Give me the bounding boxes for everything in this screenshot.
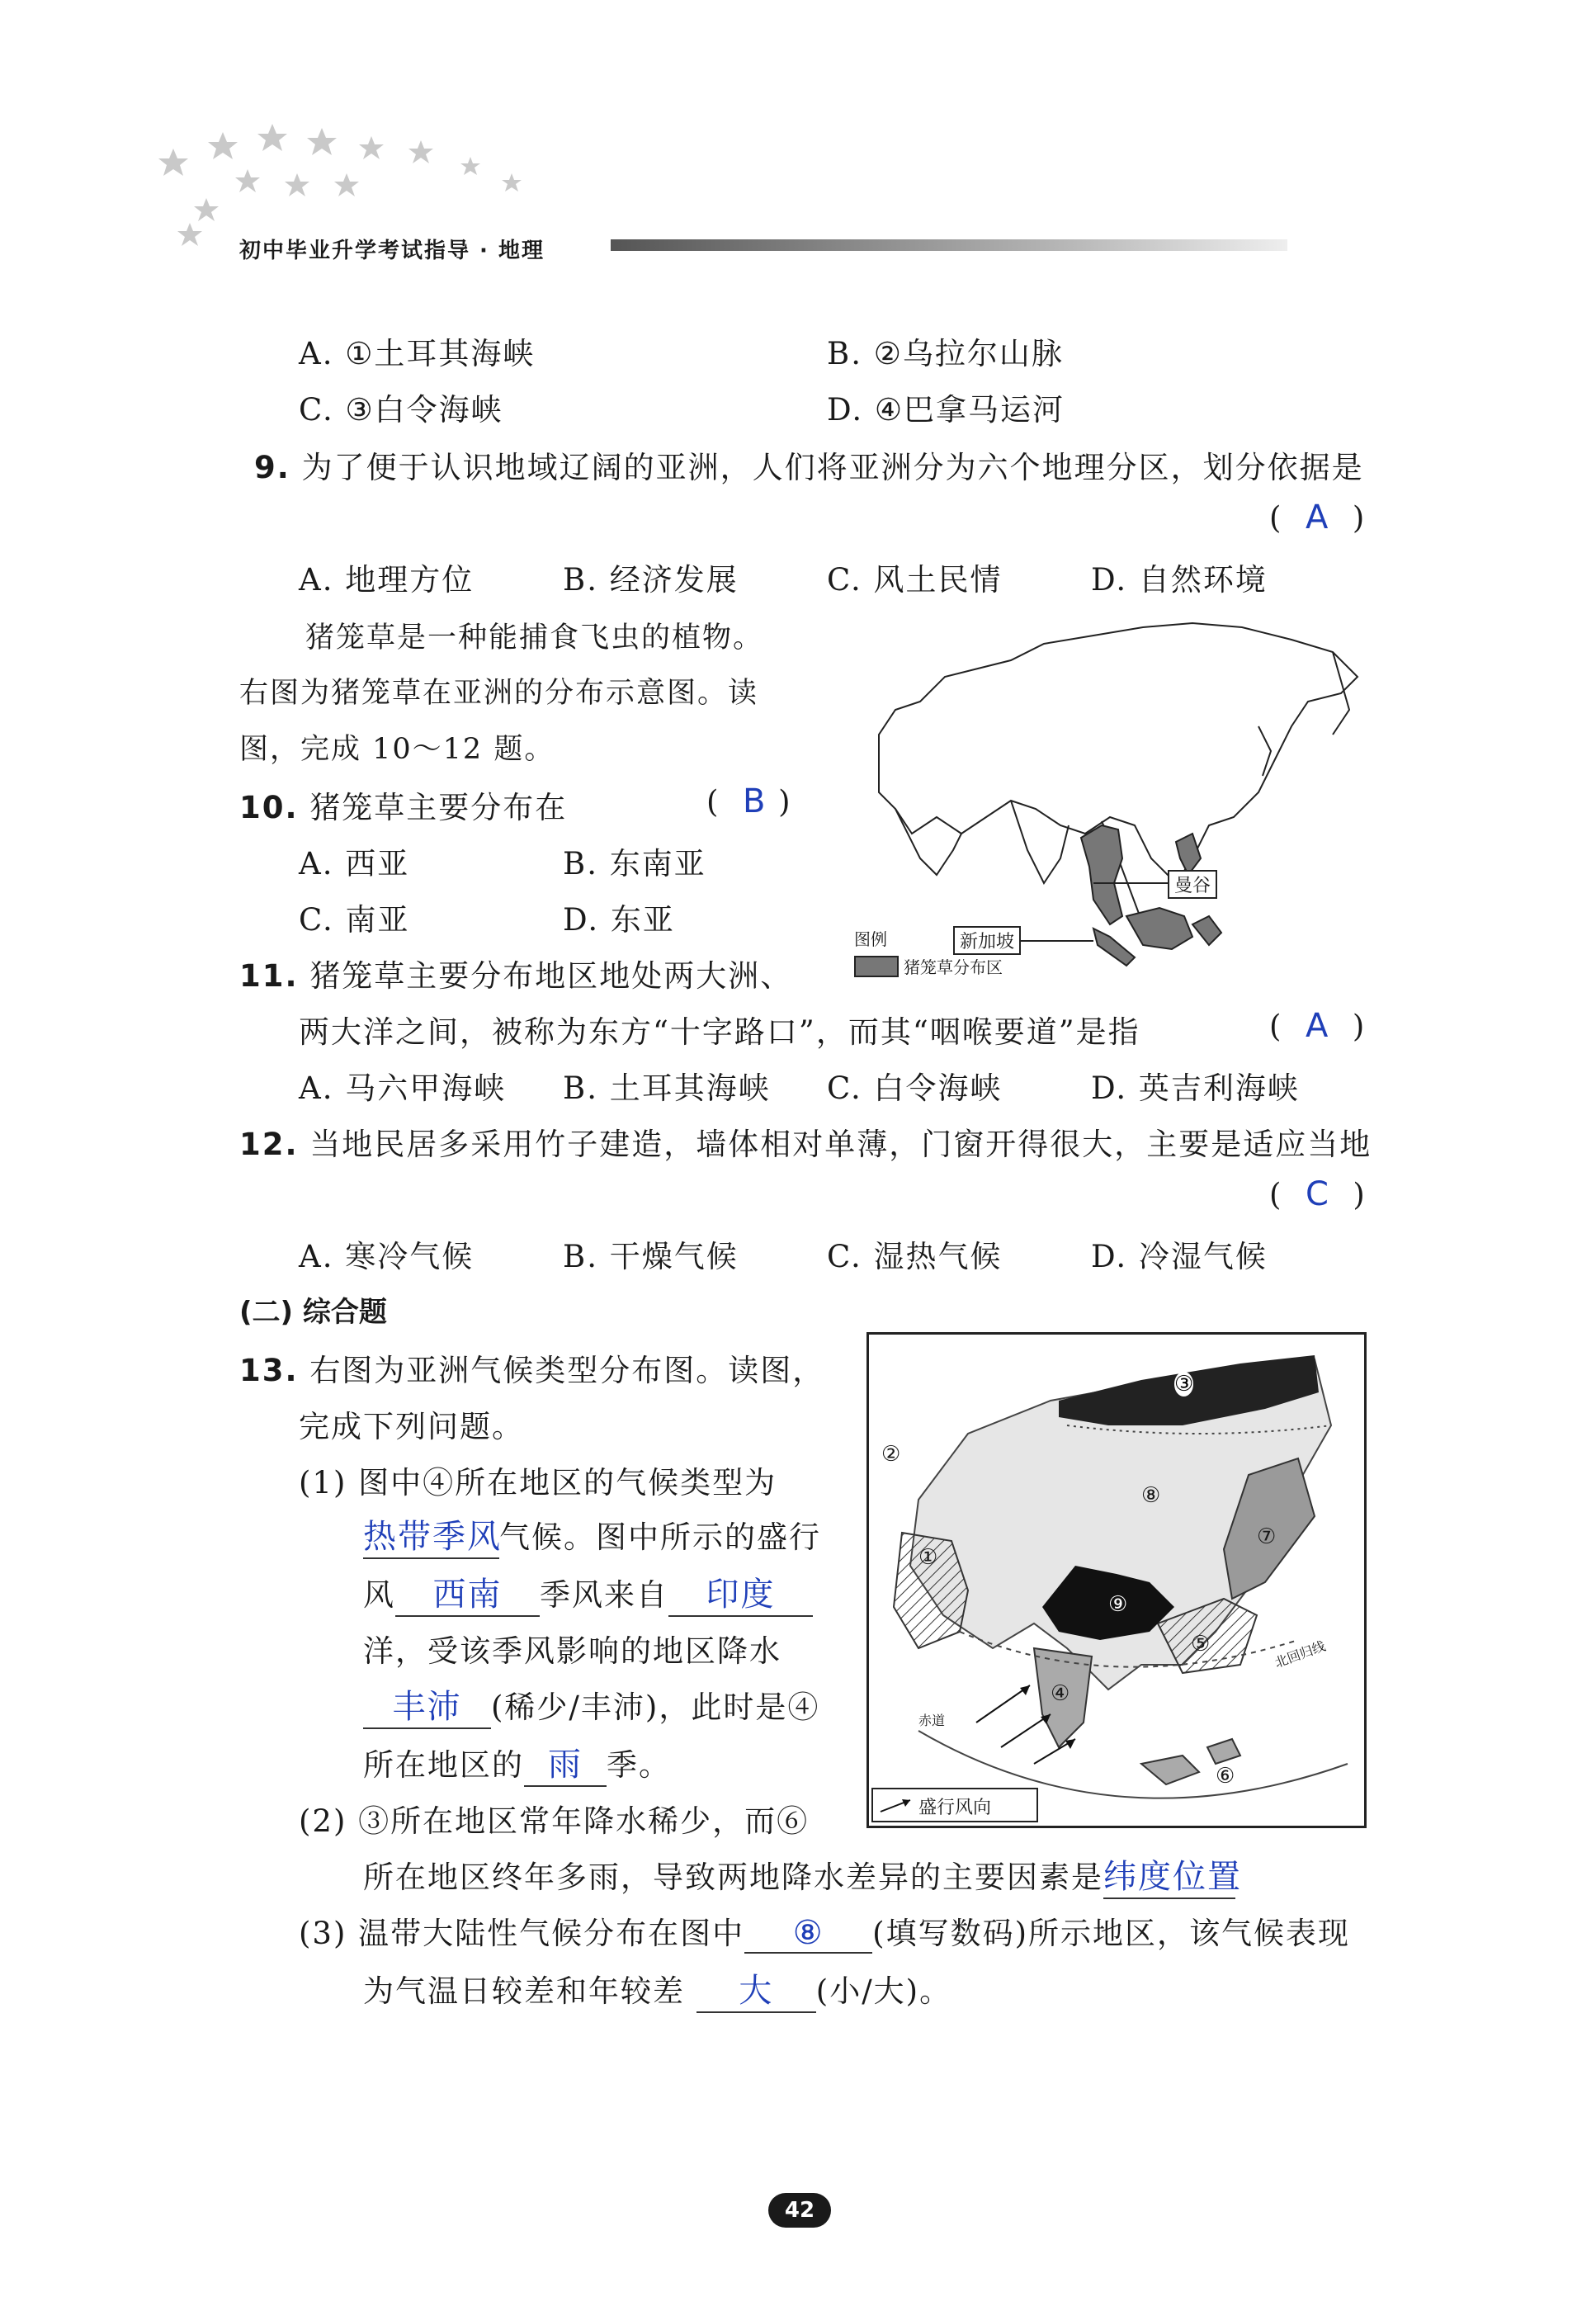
q9-answer: A: [1305, 499, 1330, 536]
q13-part3-text-b: (填写数码)所示地区，该气候表现: [872, 1916, 1351, 1951]
q8-option-a: A. ①土耳其海峡: [299, 336, 536, 371]
tropic-label: 北回归线: [1273, 1638, 1328, 1671]
map1-label-singapore: 新加坡: [953, 926, 1021, 955]
pitcher-plant-map: [846, 611, 1366, 990]
q13-part2-line2: [363, 1850, 1242, 1899]
climate-label-4: ④: [1051, 1681, 1070, 1706]
q11-number: 11.: [239, 958, 299, 994]
q13-part1-line4: 洋，受该季风影响的地区降水: [363, 1633, 781, 1669]
climate-map: [866, 1332, 1367, 1828]
q13-number: 13.: [239, 1353, 299, 1388]
q13-stem-2: 完成下列问题。: [299, 1409, 524, 1444]
climate-label-9: ⑨: [1108, 1592, 1128, 1617]
page-number: 42: [768, 2193, 831, 2228]
q11-option-d: D. 英吉利海峡: [1091, 1070, 1300, 1106]
climate-label-6: ⑥: [1216, 1764, 1235, 1789]
climate-label-3: ③: [1174, 1372, 1194, 1397]
q13-part1-line3: [363, 1568, 813, 1617]
q13-part1-text-h: 季。: [607, 1747, 671, 1783]
stars-decoration: [157, 107, 553, 248]
q9-option-a: A. 地理方位: [299, 562, 475, 598]
q12-option-a: A. 寒冷气候: [299, 1239, 475, 1274]
q11-text-1: 猪笼草主要分布地区地处两大洲、: [309, 958, 793, 994]
map1-legend-item: 猪笼草分布区: [904, 957, 1003, 977]
q13-answer-precip: 丰沛: [363, 1680, 491, 1729]
q8-option-d: D. ④巴拿马运河: [827, 392, 1065, 428]
q11-stem-1: [239, 951, 792, 995]
q9-answer-bracket: ( A ): [1269, 499, 1367, 536]
asia-outline-map: [846, 611, 1366, 990]
q13-part3-text-c: 为气温日较差和年较差: [363, 1973, 685, 2009]
intro-line-1: 猪笼草是一种能捕食飞虫的植物。: [305, 621, 764, 655]
q9-option-d: D. 自然环境: [1091, 562, 1268, 598]
section-title: (二) 综合题: [239, 1296, 387, 1329]
q10-option-d: D. 东亚: [563, 902, 675, 938]
q13-part1-line6: [363, 1738, 671, 1787]
q13-part3-text-a: (3) 温带大陆性气候分布在图中: [299, 1916, 745, 1951]
map1-legend-title: 图例: [854, 929, 887, 949]
q13-part1-text-c: 风: [363, 1577, 395, 1613]
q12-stem: [239, 1119, 1372, 1164]
q11-option-a: A. 马六甲海峡: [299, 1070, 507, 1106]
q11-stem-2: 两大洋之间，被称为东方“十字路口”，而其“咽喉要道”是指: [299, 1014, 1140, 1050]
q10-option-a: A. 西亚: [299, 846, 410, 881]
distribution-area-sumatra: [1093, 929, 1135, 966]
q13-part3-text-d: (小/大)。: [815, 1973, 952, 2009]
q10-answer-bracket: ( B ): [706, 782, 792, 820]
q8-option-c: C. ③白令海峡: [299, 392, 503, 428]
header-title: 初中毕业升学考试指导 · 地理: [239, 239, 545, 263]
q11-option-c: C. 白令海峡: [827, 1070, 1003, 1106]
q10-answer: B: [742, 782, 767, 820]
q10-option-b: B. 东南亚: [563, 846, 706, 881]
q10-stem: [239, 782, 567, 827]
q13-part1-text-g: 所在地区的: [363, 1747, 524, 1783]
map1-legend-swatch: [854, 956, 899, 977]
q13-answer-region: ⑧: [744, 1914, 872, 1954]
q11-answer-bracket: ( A ): [1269, 1007, 1367, 1045]
q13-part1-text-d: 季风来自: [540, 1577, 668, 1613]
q12-option-c: C. 湿热气候: [827, 1239, 1003, 1274]
q11-option-b: B. 土耳其海峡: [563, 1070, 771, 1106]
distribution-area-borneo: [1126, 908, 1192, 949]
q13-answer-season: 雨: [524, 1738, 607, 1787]
equator-label: 赤道: [918, 1713, 946, 1728]
q12-answer: C: [1305, 1175, 1330, 1213]
q12-option-b: B. 干燥气候: [563, 1239, 739, 1274]
q8-option-b: B. ②乌拉尔山脉: [827, 336, 1064, 371]
q12-option-d: D. 冷湿气候: [1091, 1239, 1268, 1274]
q13-answer-climate: 热带季风: [363, 1510, 499, 1559]
q13-answer-wind: 西南: [395, 1568, 540, 1617]
q13-part1-text-f: (稀少/丰沛)，此时是④: [491, 1690, 820, 1725]
q13-part3-line2: [363, 1964, 951, 2013]
q10-number: 10.: [239, 790, 299, 825]
map1-label-bangkok: 曼谷: [1168, 870, 1217, 899]
q13-part3-line1: [299, 1908, 1350, 1954]
intro-line-3: 图，完成 10～12 题。: [239, 733, 555, 766]
q12-text: 当地民居多采用竹子建造，墙体相对单薄，门窗开得很大，主要是适应当地: [309, 1127, 1372, 1162]
q13-answer-range: 大: [696, 1964, 816, 2013]
q13-part1-line2: [363, 1510, 821, 1559]
q9-option-b: B. 经济发展: [563, 562, 739, 598]
climate-label-8: ⑧: [1141, 1483, 1161, 1508]
intro-line-2: 右图为猪笼草在亚洲的分布示意图。读: [239, 677, 759, 710]
header-rule: [611, 239, 1287, 251]
climate-label-1: ①: [918, 1545, 938, 1570]
q9-stem: [254, 442, 1364, 487]
distribution-area-indochina: [1081, 825, 1122, 924]
q9-text: 为了便于认识地域辽阔的亚洲，人们将亚洲分为六个地理分区，划分依据是: [301, 450, 1364, 485]
q9-number: 9.: [254, 450, 290, 485]
q10-text: 猪笼草主要分布在: [309, 790, 568, 825]
climate-label-7: ⑦: [1257, 1524, 1277, 1549]
q11-answer: A: [1305, 1007, 1330, 1045]
climate-map-drawing: [869, 1335, 1364, 1826]
q13-answer-ocean: 印度: [668, 1568, 813, 1617]
q13-text-1: 右图为亚洲气候类型分布图。读图，: [309, 1353, 825, 1388]
q13-answer-factor: 纬度位置: [1103, 1850, 1235, 1899]
q13-part2-line1: (2) ③所在地区常年降水稀少，而⑥: [299, 1803, 810, 1839]
climate-label-2: ②: [881, 1442, 901, 1467]
q13-part1-line1: (1) 图中④所在地区的气候类型为: [299, 1465, 777, 1500]
climate-label-5: ⑤: [1191, 1632, 1211, 1656]
q12-answer-bracket: ( C ): [1269, 1175, 1367, 1213]
q13-stem-1: [239, 1345, 824, 1390]
legend-wind-label: 盛行风向: [918, 1798, 992, 1818]
q12-number: 12.: [239, 1127, 299, 1162]
q13-part1-text-b: 气候。图中所示的盛行: [499, 1519, 821, 1555]
distribution-area-sulawesi: [1192, 916, 1221, 945]
q13-part1-line5: [363, 1680, 819, 1729]
q13-part2-text-b: 所在地区终年多雨，导致两地降水差异的主要因素是: [363, 1860, 1103, 1895]
q9-option-c: C. 风土民情: [827, 562, 1003, 598]
q10-option-c: C. 南亚: [299, 902, 410, 938]
